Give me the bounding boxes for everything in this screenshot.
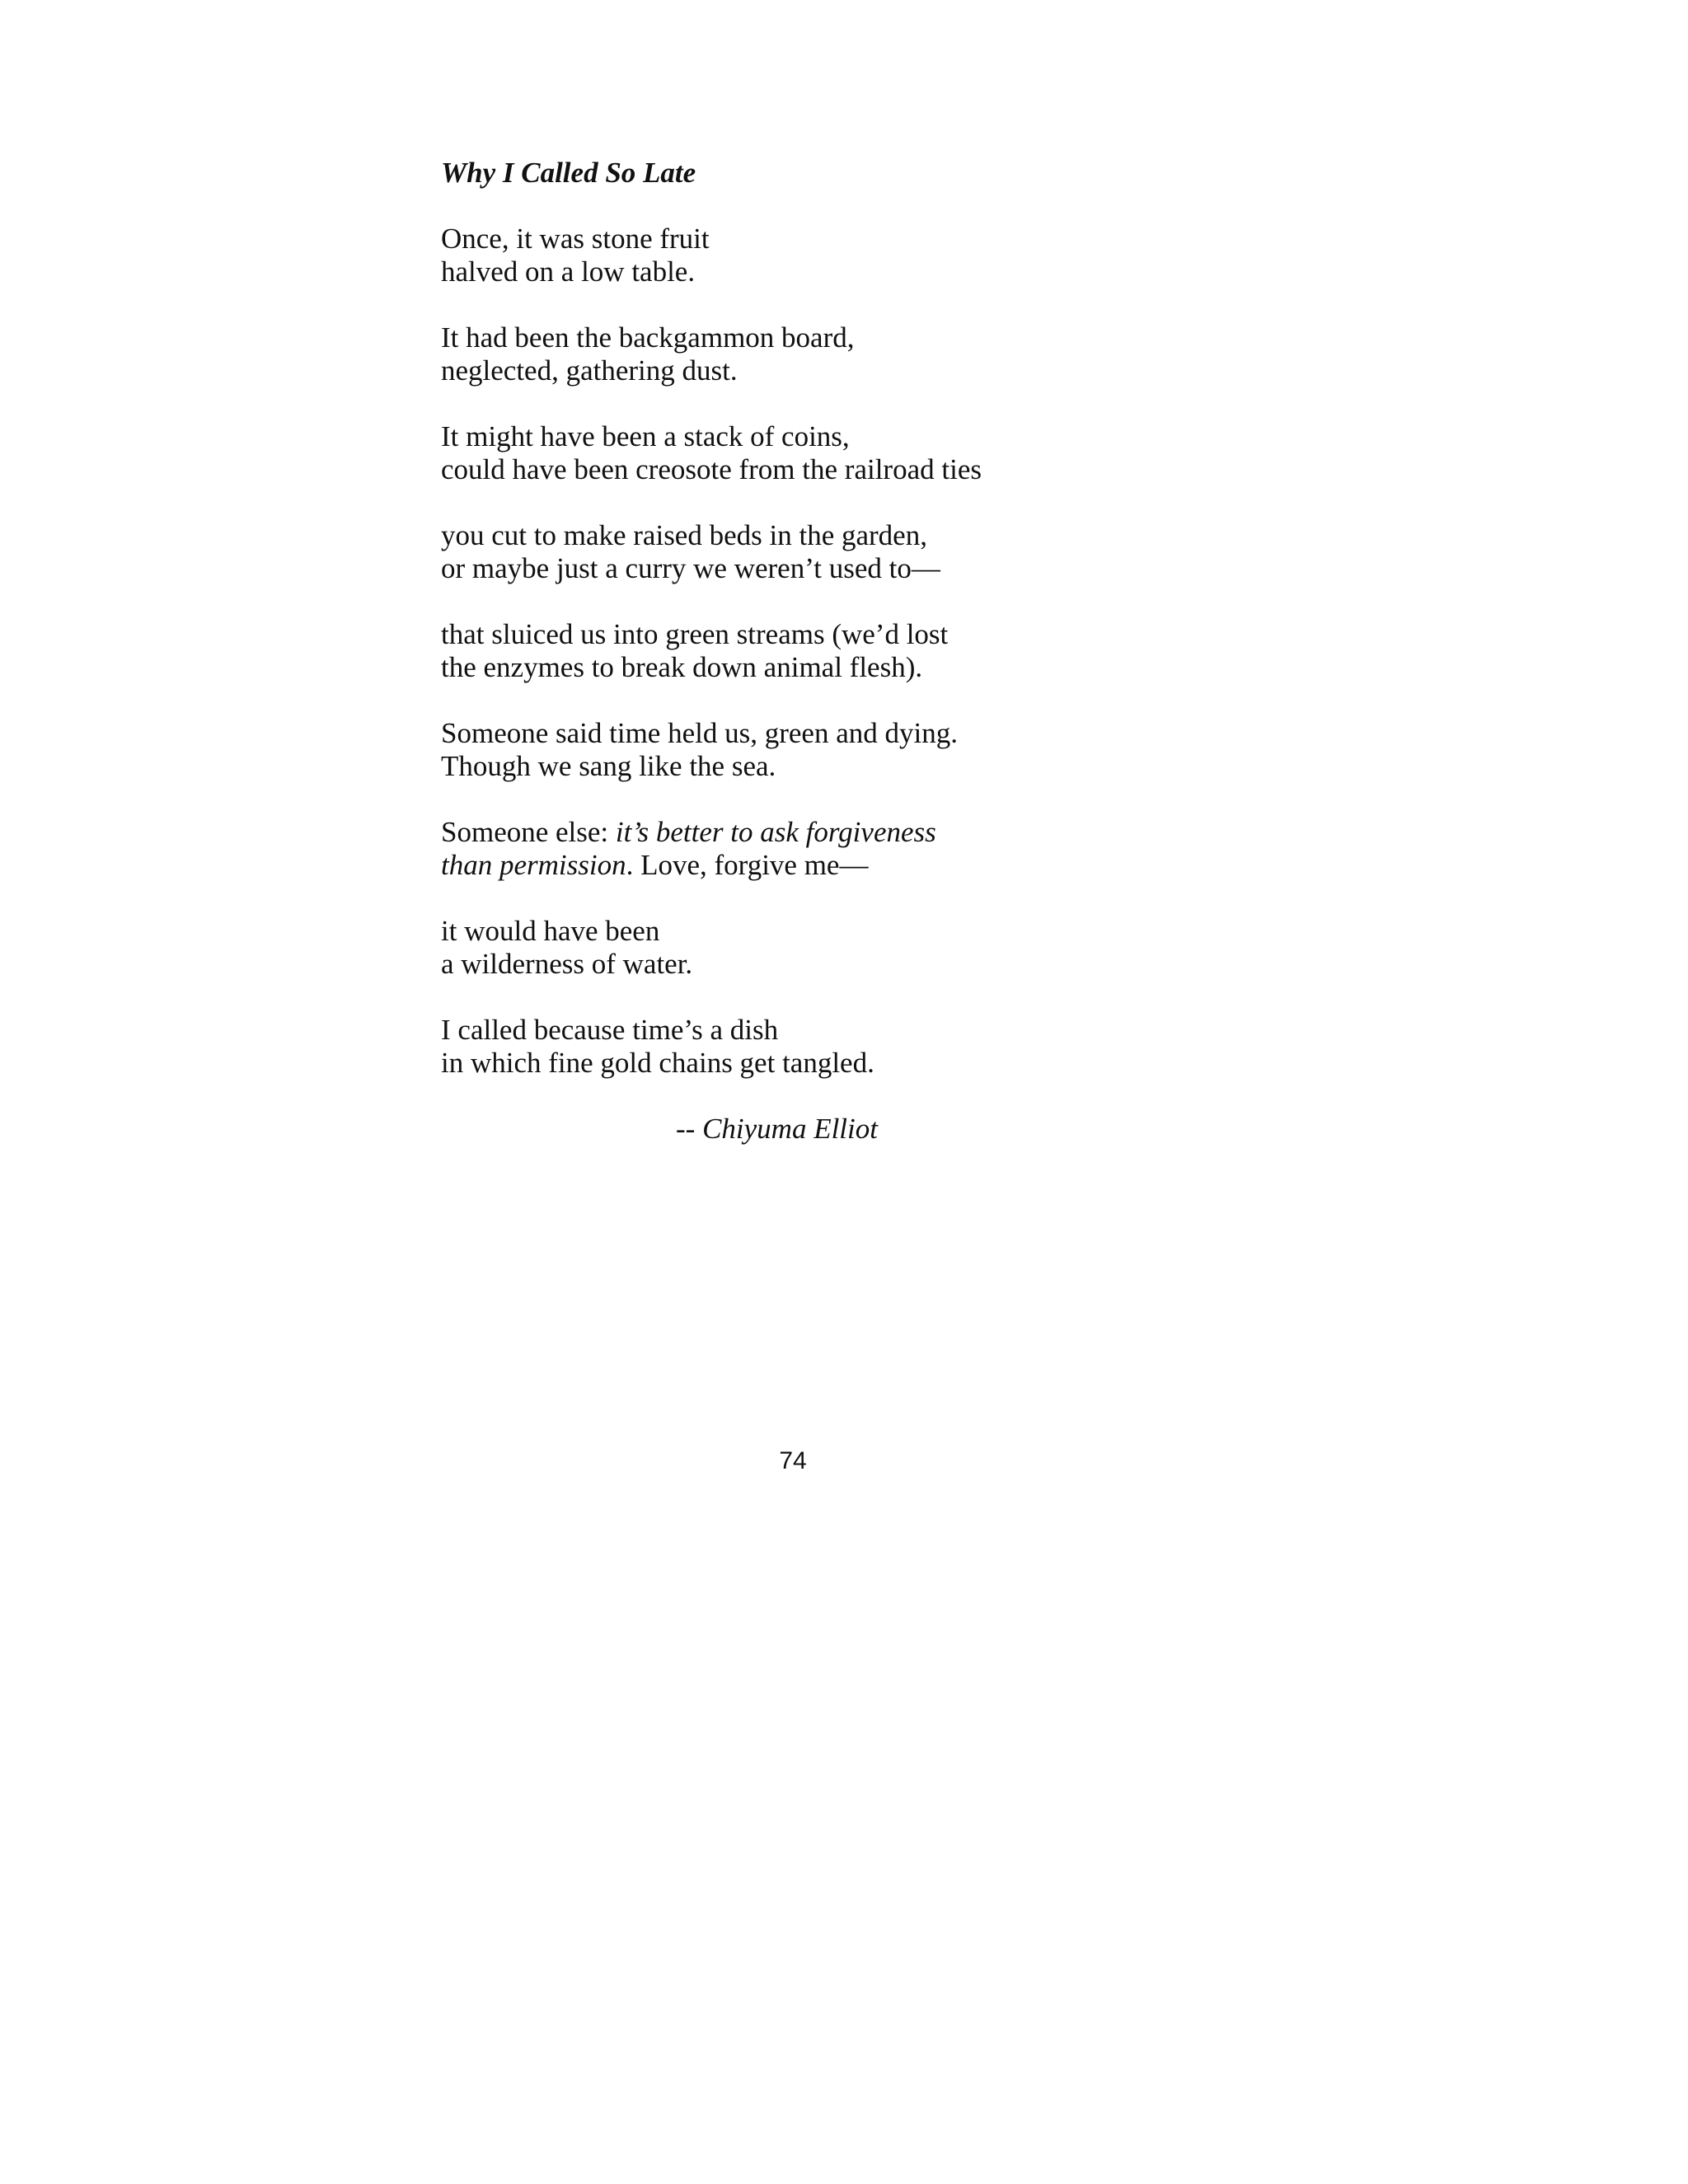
line-text-italic: than permission: [441, 849, 626, 881]
stanza-9: [441, 1014, 1265, 1080]
poem-line: a wilderness of water.: [441, 948, 693, 980]
line-text-plain: Someone else:: [441, 816, 616, 848]
stanza-7: [441, 816, 1265, 882]
poem: [441, 157, 1265, 1146]
poem-attribution: [676, 1113, 1265, 1146]
poem-line: that sluiced us into green streams (we’d lost: [441, 618, 949, 650]
poem-line: or maybe just a curry we weren’t used to—: [441, 552, 940, 584]
poem-line: [441, 849, 1265, 882]
line-text-plain: . Love, forgive me—: [626, 849, 869, 881]
poem-line: It had been the backgammon board,: [441, 321, 855, 354]
poem-line: Though we sang like the sea.: [441, 750, 776, 782]
poem-line: I called because time’s a dish: [441, 1014, 779, 1046]
poem-line: Once, it was stone fruit: [441, 223, 710, 255]
stanza-6: [441, 717, 1265, 783]
poem-author: Chiyuma Elliot: [702, 1113, 878, 1145]
poem-title: Why I Called So Late: [441, 157, 696, 189]
poem-line: [441, 816, 1265, 849]
attribution-prefix: --: [676, 1113, 703, 1145]
poem-line: the enzymes to break down animal flesh).: [441, 651, 923, 683]
poem-line: It might have been a stack of coins,: [441, 420, 850, 452]
poem-line: Someone said time held us, green and dying.: [441, 717, 958, 749]
poem-line: neglected, gathering dust.: [441, 354, 738, 387]
line-text-italic: it’s better to ask forgiveness: [615, 816, 936, 848]
stanza-2: [441, 321, 1265, 387]
stanza-5: [441, 618, 1265, 684]
poem-line: could have been creosote from the railroad ties: [441, 453, 982, 485]
poem-line: in which fine gold chains get tangled.: [441, 1047, 874, 1079]
poem-line: it would have been: [441, 915, 660, 947]
page-number: 74: [779, 1447, 807, 1474]
stanza-3: [441, 420, 1265, 486]
poem-line: halved on a low table.: [441, 255, 696, 288]
stanza-4: [441, 519, 1265, 585]
poem-line: you cut to make raised beds in the garden,: [441, 519, 927, 551]
stanza-8: [441, 915, 1265, 981]
stanza-1: [441, 223, 1265, 288]
